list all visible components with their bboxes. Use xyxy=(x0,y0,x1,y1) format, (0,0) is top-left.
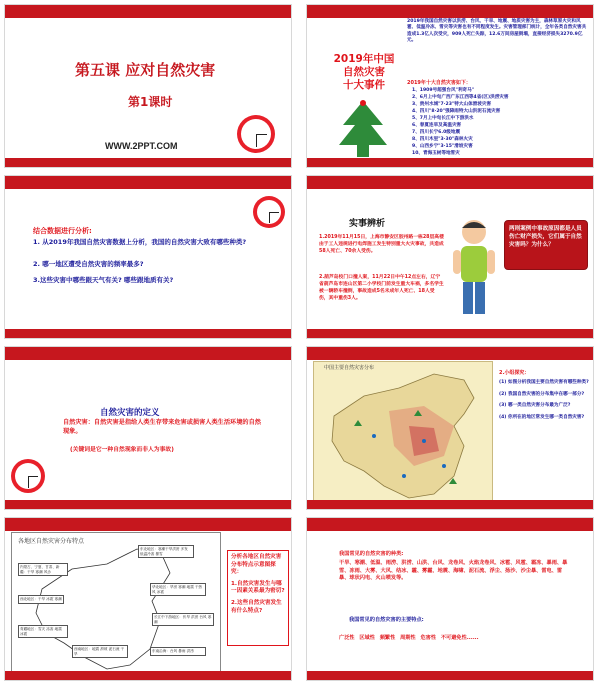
slide-6-disaster-map[interactable] xyxy=(306,346,594,510)
map-title: 中国主要自然灾害分布 xyxy=(324,365,375,371)
list-item: 5、7月上中旬长江中下游洪水 xyxy=(412,116,474,121)
list-item: 3、贵州水城"7·23"特大山体滑坡灾害 xyxy=(412,102,492,107)
inquiry-heading: 2.小组探究： xyxy=(499,370,530,376)
slide-bottom-bar xyxy=(5,158,291,167)
analysis-question-3: 3.这些灾害中哪些跟天气有关? 哪些跟地质有关? xyxy=(33,276,174,284)
features-list: 广泛性 区域性 频繁性 周期性 危害性 不可避免性...... xyxy=(339,635,479,641)
events-intro-text: 2019年我国自然灾害以洪涝、台风、干旱、地震、地质灾害为主，森林草原火灾和风雹、低温冷冻、雪灾等灾害也有不同程度发生。灾害管理部门统计，全年各类自然灾害共造成1.3亿人次受灾，909人死亡失踪，12.6万间房屋倒塌，直接经济损失3270.9亿元。 xyxy=(407,19,587,43)
slide-top-bar xyxy=(5,347,291,360)
inquiry-question: 2.这些自然灾害发生有什么特点? xyxy=(231,599,282,614)
events-big-title xyxy=(329,53,399,92)
slide-5-definition[interactable] xyxy=(4,346,292,510)
list-item: 10、青海玉树等地雪灾 xyxy=(412,151,460,156)
christmas-tree-icon xyxy=(335,99,391,163)
list-item: 8、四川木里"3·30"森林火灾 xyxy=(412,137,473,142)
definition-keyword: (关键词是它一种自然现象而非人为事故) xyxy=(70,447,174,453)
diagram-title: 各地区自然灾害分布特点 xyxy=(18,538,85,545)
definition-text: 自然灾害：自然灾害是指给人类生存带来危害或损害人类生活环境的自然现象。 xyxy=(63,419,261,435)
slide-bottom-bar xyxy=(307,158,593,167)
region-label-northwest-inner: 内蒙古、宁夏、甘肃、新疆：干旱 寒潮 风沙 xyxy=(18,563,68,576)
slide-top-bar xyxy=(5,5,291,18)
events-list-heading: 2019年十大自然灾害如下： xyxy=(407,80,471,86)
list-item: 4、四川"8·20"强降雨特大山洪泥石流灾害 xyxy=(412,109,501,114)
alarm-clock-icon xyxy=(11,459,45,493)
slide-top-bar xyxy=(5,518,291,531)
features-heading: 我国常见的自然灾害的主要特点: xyxy=(349,617,424,623)
slide-1-title[interactable] xyxy=(4,4,292,168)
case-heading: 实事辨析 xyxy=(349,219,386,229)
alarm-clock-icon xyxy=(237,115,275,153)
region-label-yangtze: 长江中下游地区：伏旱 洪涝 台风 寒潮 xyxy=(152,613,214,626)
region-label-southwest: 西南地区：地震 滑坡 泥石流 干旱 xyxy=(72,645,128,658)
definition-heading: 自然灾害的定义 xyxy=(100,408,160,418)
analysis-intro: 结合数据进行分析: xyxy=(33,227,92,235)
region-label-northeast: 东北地区：寒潮干旱洪涝 多发 低温冷害 暴雪 xyxy=(138,545,194,558)
analysis-question-1: 1. 从2019年我国自然灾害数据上分析，我国的自然灾害大致有哪些种类? xyxy=(33,238,247,246)
region-label-west: 西北地区：干旱 冰雹 寒潮 xyxy=(18,595,64,604)
slide-bottom-bar xyxy=(307,329,593,338)
types-body: 干旱、寒潮、低温、雨涝、洪涝、山洪、台风、龙卷风、火焰龙卷风、冰雹、风雹、霜冻、暴雨、暴雪、冻雨、大雾、大风、结冰、霾、雾霾、地震、海啸、泥石流、浮尘、扬沙、沙尘暴、雷电、雷暴、球状闪电、火山喷发等。 xyxy=(339,560,568,582)
slide-3-data-analysis[interactable] xyxy=(4,175,292,339)
slide-top-bar xyxy=(307,347,593,360)
slide-4-case-analysis[interactable] xyxy=(306,175,594,339)
list-item: 6、春夏连旱及高温灾害 xyxy=(412,123,462,128)
slide-top-bar xyxy=(307,5,593,18)
list-item: 7、四川长宁6.0级地震 xyxy=(412,130,461,135)
inquiry-item: (3) 哪一类自然灾害分布最为广泛? xyxy=(499,403,571,408)
analysis-question-2: 2. 哪一地区遭受自然灾害的频率最多? xyxy=(33,260,144,268)
slide-top-bar xyxy=(307,518,593,531)
region-label-north: 华北地区：旱涝 寒潮 地震 干热风 冰雹 xyxy=(150,583,206,596)
list-item: 9、山西乡宁"3·15"滑坡灾害 xyxy=(412,144,473,149)
cartoon-boy-icon xyxy=(449,216,499,328)
events-big-title-text: 2019年中国 自然灾害 十大事件 xyxy=(333,53,395,91)
slide-bottom-bar xyxy=(5,671,291,680)
discussion-note-box: 两则案例中事故原因都是人员伤亡财产损失，它们属于自然灾害吗？为什么？ xyxy=(504,220,588,270)
slide-bottom-bar xyxy=(307,671,593,680)
site-url: WWW.2PPT.COM xyxy=(105,141,178,151)
inquiry-item: (1) 如图分析我国主要自然灾害有哪些种类? xyxy=(499,380,589,385)
group-inquiry-panel xyxy=(499,369,591,426)
alarm-clock-icon xyxy=(253,196,285,228)
case-1-text: 1.2019年11月15日，上海市静安区胶州路一栋28层高楼由于工人违规进行电焊施工发生特别重大火灾事故，共造成58人死亡、70余人受伤。 xyxy=(319,235,444,254)
slide-bottom-bar xyxy=(307,500,593,509)
slide-bottom-bar xyxy=(5,329,291,338)
types-heading: 我国常见的自然灾害的种类: xyxy=(339,551,404,557)
disaster-distribution-map xyxy=(313,361,493,506)
inquiry-item: (2) 我国自然灾害的分布集中在哪一部分? xyxy=(499,391,585,397)
list-item: 1、1909号超强台风"利奇马" xyxy=(412,88,475,93)
inquiry-item: (4) 你所在的地区常发生哪一类自然灾害? xyxy=(499,414,585,420)
slide-7-regional-features[interactable] xyxy=(4,517,292,681)
region-label-tibet: 青藏地区：雪灾 冻害 地震 冰雹 xyxy=(18,625,68,638)
events-list xyxy=(412,87,577,157)
case-2-text: 2.葫芦岛校门口撞人案，11月22日中午12点左右，辽宁省葫芦岛市连山区第二小学校门前发生重大车祸，多名学生被一辆轿车撞倒，事故造成5名未成年人死亡、18人受伤，其中重伤3人。 xyxy=(319,275,444,301)
inquiry-question: 分析各地区自然灾害分布特点示意图探究： xyxy=(231,554,282,576)
slide-top-bar xyxy=(307,176,593,189)
slide-top-bar xyxy=(5,176,291,189)
slide-bottom-bar xyxy=(5,500,291,509)
list-item: 2、6月上中旬广西广东江西等4省(区)洪涝灾害 xyxy=(412,95,509,100)
lesson-title: 第五课 应对自然灾害 xyxy=(75,61,216,79)
china-map-icon xyxy=(314,366,492,506)
slide-2-top-ten-events[interactable] xyxy=(306,4,594,168)
lesson-subtitle: 第1课时 xyxy=(128,95,173,109)
slide-8-types-features[interactable] xyxy=(306,517,594,681)
regional-features-diagram xyxy=(11,532,221,679)
inquiry-question: 1.自然灾害发生与哪一因素关系最为密切? xyxy=(231,580,285,595)
region-label-southeast: 东南沿海：台风 暴雨 洪涝 xyxy=(150,647,206,656)
inquiry-question-box xyxy=(227,550,289,646)
